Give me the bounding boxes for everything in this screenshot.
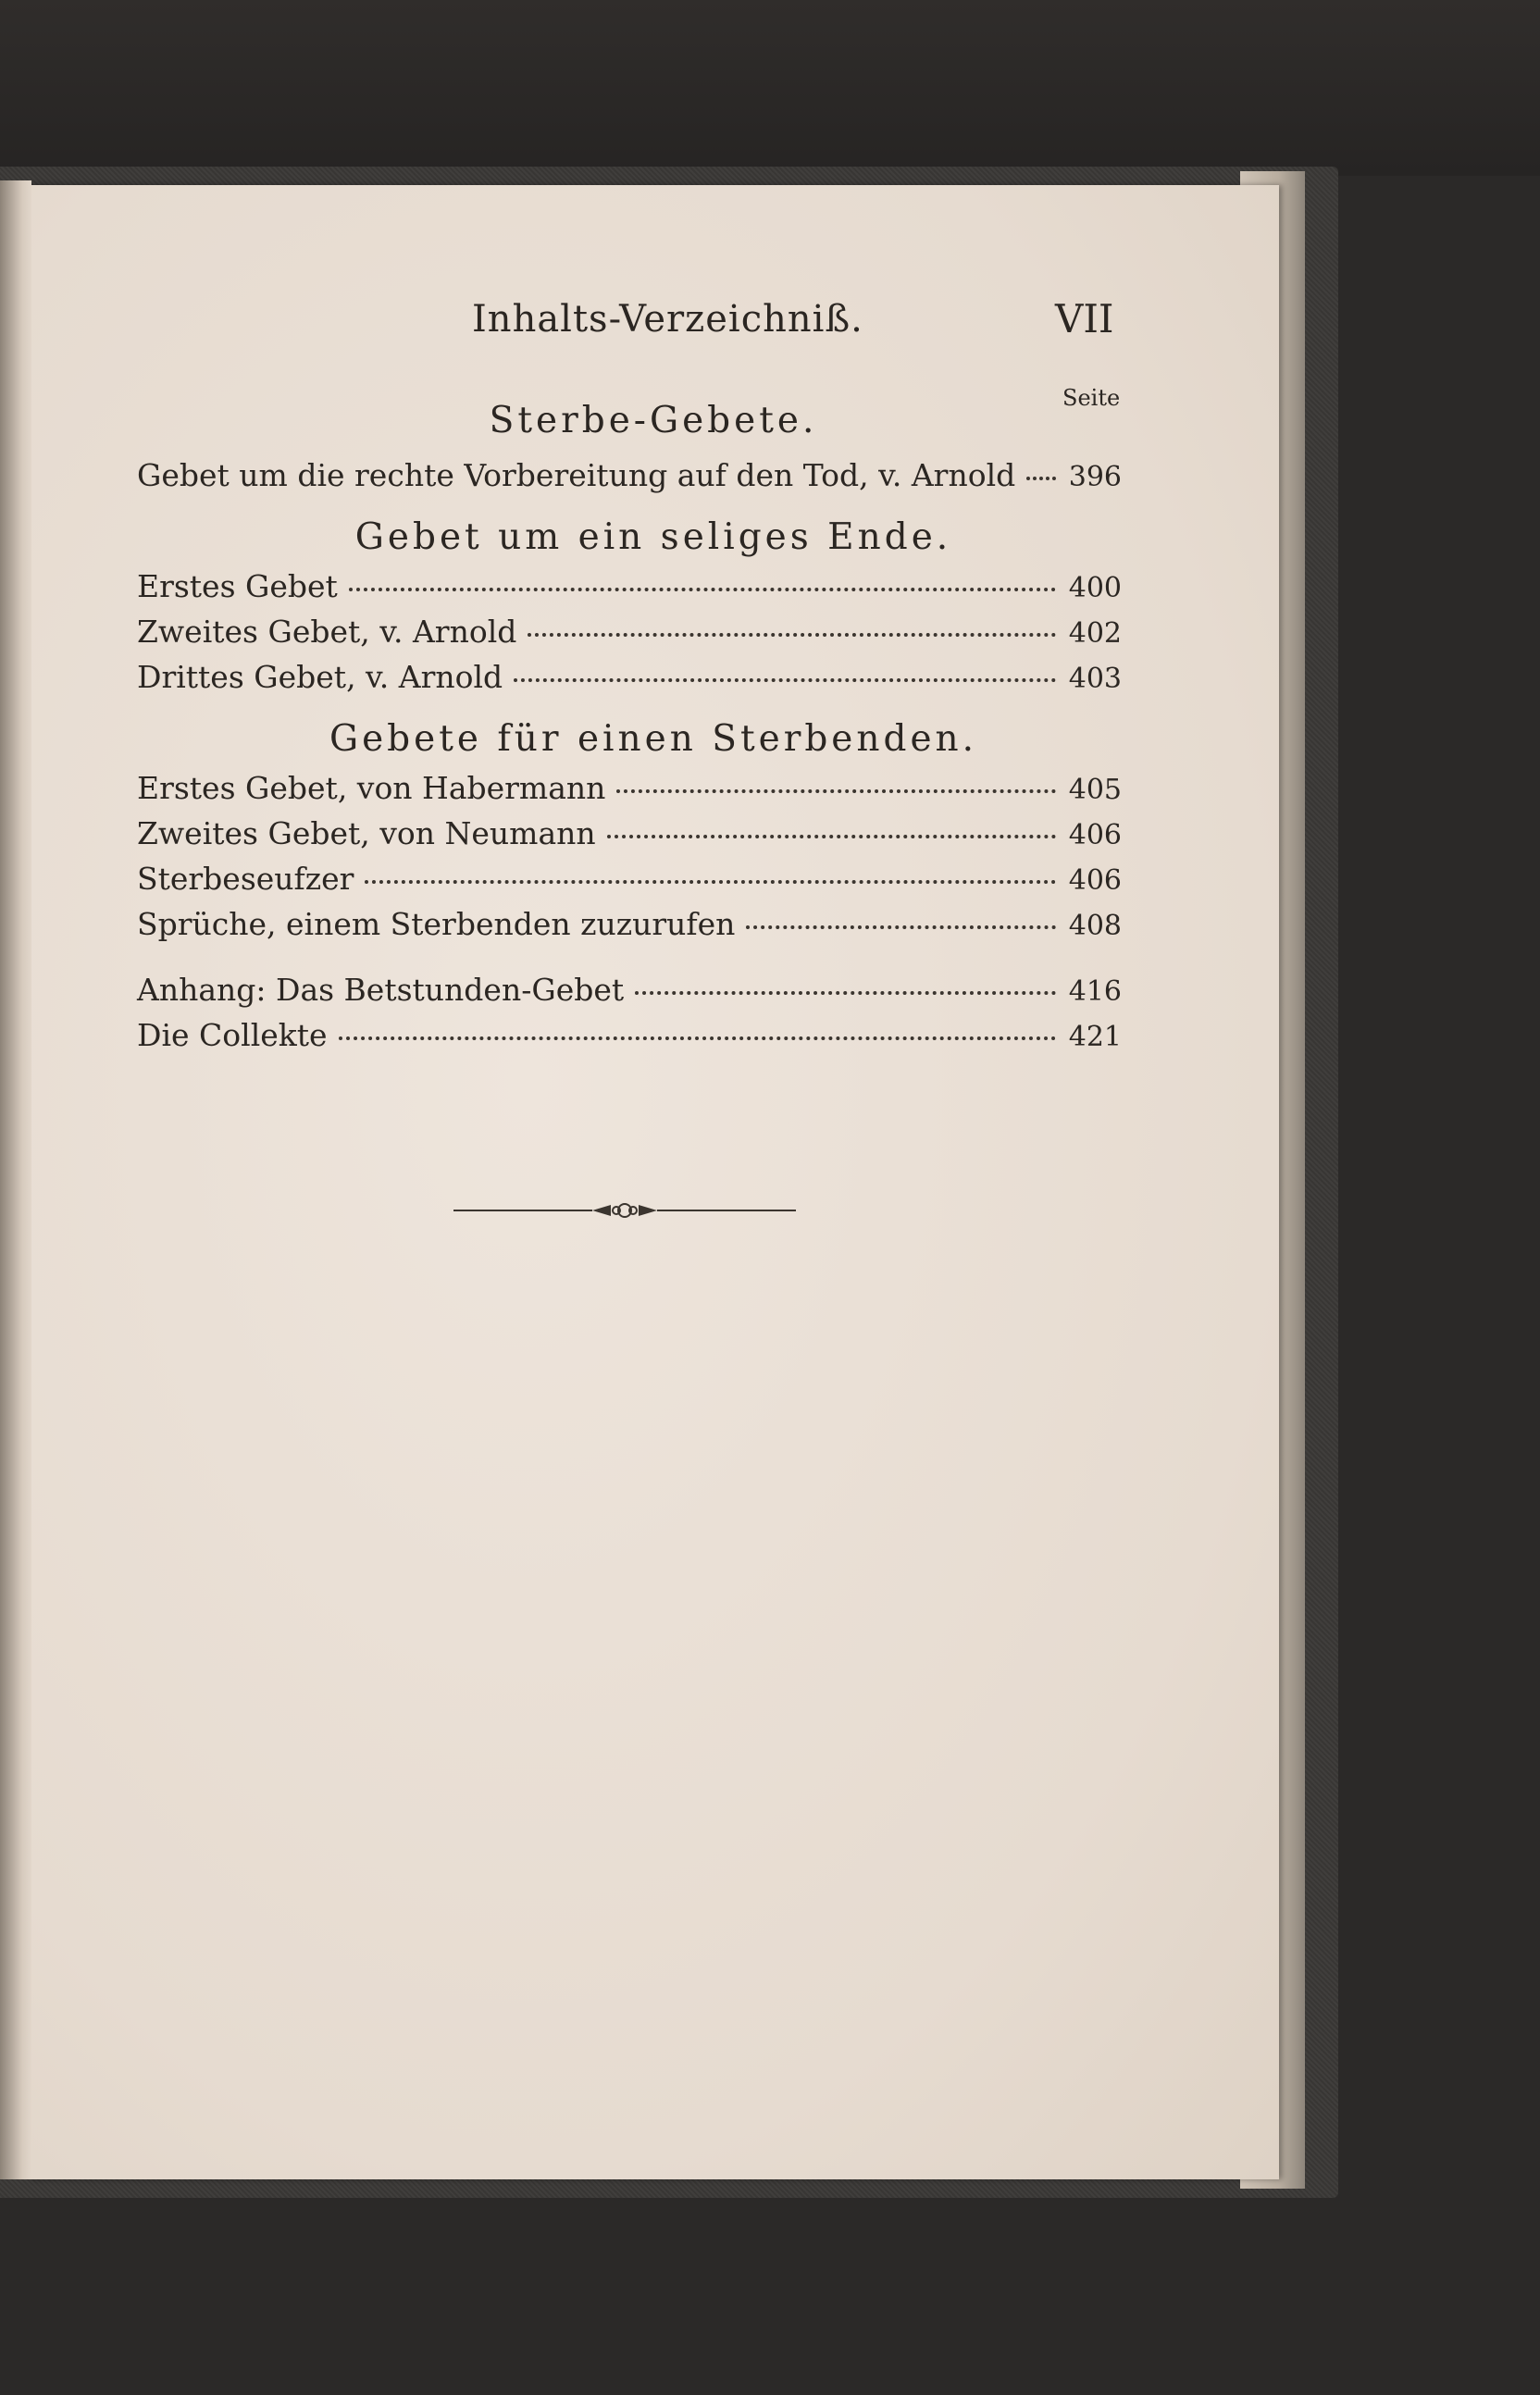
- entry-title: Erstes Gebet: [137, 568, 338, 604]
- page-number: VII: [1055, 296, 1114, 341]
- dot-leader: [607, 834, 1056, 838]
- background: [0, 0, 1540, 176]
- entry-page: 396: [1068, 461, 1122, 493]
- entry-title: Sprüche, einem Sterbenden zuzurufen: [137, 906, 736, 942]
- dot-leader: [339, 1036, 1056, 1040]
- entry-title: Zweites Gebet, von Neumann: [137, 815, 596, 851]
- dot-leader: [1026, 476, 1055, 480]
- page-column-label: Seite: [1062, 385, 1121, 411]
- toc-entry[interactable]: [137, 614, 1122, 656]
- entry-page: 406: [1068, 864, 1122, 897]
- dot-leader: [349, 587, 1056, 591]
- entry-title: Die Collekte: [137, 1017, 328, 1053]
- entry-title: Anhang: Das Betstunden-Gebet: [137, 972, 625, 1008]
- dot-leader: [514, 677, 1056, 682]
- ornament-divider-icon: [453, 1194, 796, 1227]
- section-heading: Gebete für einen Sterbenden.: [329, 718, 978, 760]
- dot-leader: [365, 879, 1055, 884]
- page-gutter: [0, 180, 31, 2179]
- entry-page: 408: [1068, 910, 1122, 942]
- toc-entry[interactable]: [137, 972, 1122, 1014]
- entry-page: 400: [1068, 572, 1122, 604]
- entry-title: Sterbeseufzer: [137, 861, 354, 897]
- toc-entry[interactable]: [137, 770, 1122, 813]
- entry-page: 403: [1068, 663, 1122, 695]
- running-title: Inhalts-Verzeichniß.: [472, 298, 863, 341]
- toc-entry[interactable]: [137, 1017, 1122, 1060]
- entry-page: 402: [1068, 617, 1122, 650]
- entry-page: 416: [1068, 975, 1122, 1008]
- toc-entry[interactable]: [137, 457, 1122, 500]
- section-heading: Sterbe-Gebete.: [489, 400, 818, 441]
- entry-page: 405: [1068, 774, 1122, 806]
- section-heading: Gebet um ein seliges Ende.: [354, 516, 952, 558]
- entry-title: Drittes Gebet, v. Arnold: [137, 659, 503, 695]
- toc-entry[interactable]: [137, 568, 1122, 611]
- toc-entry[interactable]: [137, 861, 1122, 903]
- dot-leader: [746, 924, 1055, 929]
- toc-entry[interactable]: [137, 906, 1122, 949]
- entry-title: Gebet um die rechte Vorbereitung auf den Tod, v. Arnold: [137, 457, 1016, 493]
- entry-title: Erstes Gebet, von Habermann: [137, 770, 606, 806]
- dot-leader: [635, 990, 1056, 995]
- dot-leader: [616, 788, 1055, 793]
- toc-entry[interactable]: [137, 659, 1122, 701]
- dot-leader: [528, 632, 1055, 637]
- entry-page: 406: [1068, 819, 1122, 851]
- entry-title: Zweites Gebet, v. Arnold: [137, 614, 517, 650]
- entry-page: 421: [1068, 1021, 1122, 1053]
- toc-entry[interactable]: [137, 815, 1122, 858]
